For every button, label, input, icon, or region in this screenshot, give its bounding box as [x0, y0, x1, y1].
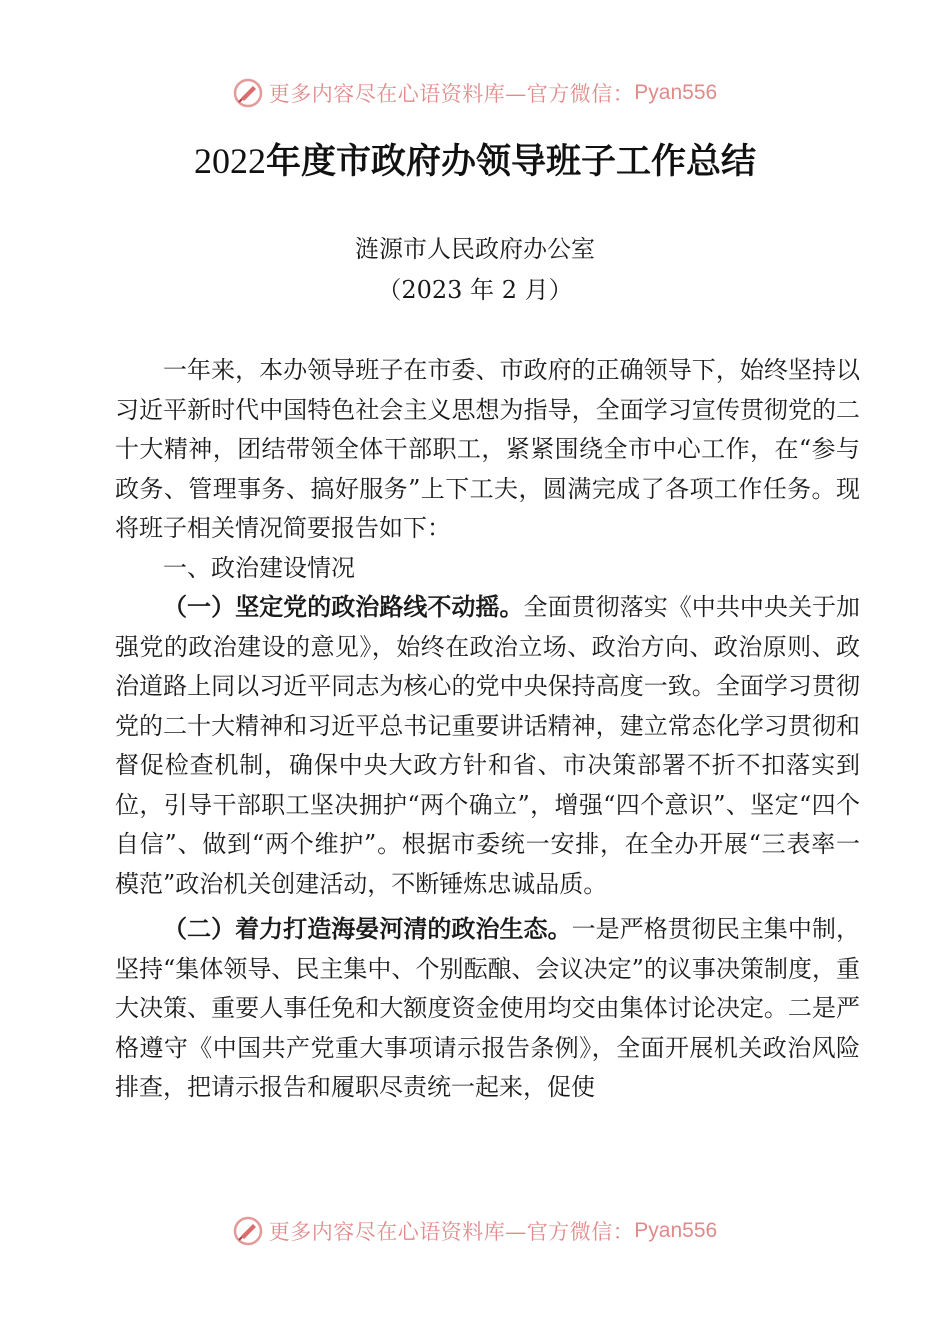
subheading-political-ecology: （二）着力打造海晏河清的政治生态。 [163, 915, 572, 943]
logo-icon [233, 1216, 263, 1246]
paragraph-political-ecology [115, 910, 860, 1108]
banner-text: 更多内容尽在心语资料库—官方微信： [268, 82, 635, 106]
banner-wechat-id: Pyan556 [634, 81, 718, 104]
subheading-political-line: （一）坚定党的政治路线不动摇。 [163, 593, 524, 621]
banner-text: 更多内容尽在心语资料库—官方微信： [268, 1220, 635, 1244]
paragraph-text: 一是严格贯彻民主集中制，坚持“集体领导、民主集中、个别酝酿、会议决定”的议事决策制度，重大决策、重要人事任免和大额度资金使用均交由集体讨论决定。二是严格遵守《中国共产党重大事项请示报告条例》，全面开展机关政治风险排查，把请示报告和履职尽责统一起来，促使 [115, 915, 861, 1101]
document-title [0, 134, 950, 184]
paragraph-text: 全面贯彻落实《中共中央关于加强党的政治建设的意见》，始终在政治立场、政治方向、政治原则、政治道路上同以习近平同志为核心的党中央保持高度一致。全面学习贯彻党的二十大精神和习近平总书记重要讲话精神，建立常态化学习贯彻和督促检查机制，确保中央大政方针和省、市决策部署不折不扣落实到位，引导干部职工坚决拥护“两个确立”，增强“四个意识”、坚定“四个自信”、做到“两个维护”。根据市委统一安排，在全办开展“三表率一模范”政治机关创建活动，不断锤炼忠诚品质。 [115, 593, 861, 898]
intro-paragraph: 一年来，本办领导班子在市委、市政府的正确领导下，始终坚持以习近平新时代中国特色社会主义思想为指导，全面学习宣传贯彻党的二十大精神，团结带领全体干部职工，紧紧围绕全市中心工作，在“参与政务、管理事务、搞好服务”上下工夫，圆满完成了各项工作任务。现将班子相关情况简要报告如下： [115, 356, 860, 542]
document-body [115, 351, 860, 1108]
document-date: （2023 年 2 月） [377, 276, 573, 304]
title-text: 年度市政府办领导班子工作总结 [265, 141, 756, 182]
banner-wechat-id: Pyan556 [634, 1219, 718, 1242]
logo-icon [233, 78, 263, 108]
issuing-organization: 涟源市人民政府办公室 [355, 235, 595, 263]
section-heading: 一、政治建设情况 [163, 553, 355, 582]
footer-watermark-banner [0, 1211, 950, 1251]
paragraph-political-line [115, 588, 860, 904]
header-watermark-banner [0, 73, 950, 113]
title-year: 2022 [193, 141, 266, 181]
